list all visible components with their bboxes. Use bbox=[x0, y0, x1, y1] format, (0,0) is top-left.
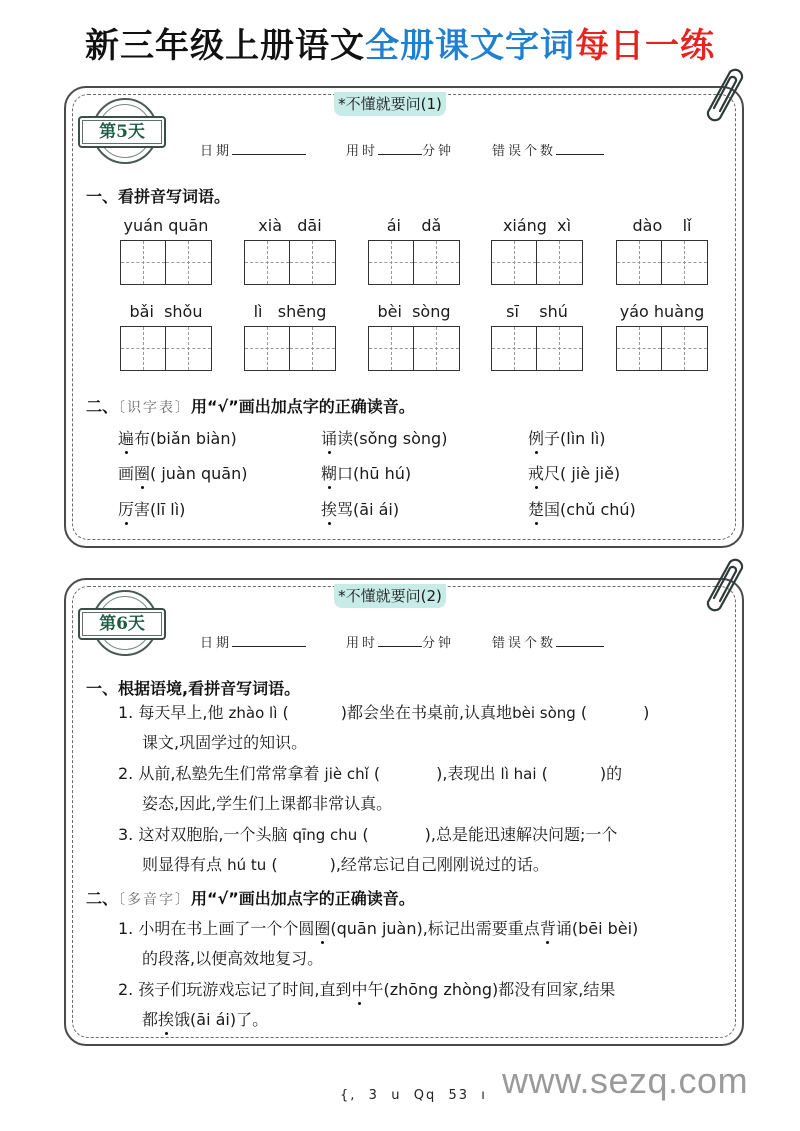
minutes-label: 分钟 bbox=[422, 144, 455, 159]
answer-open: ( bbox=[277, 703, 289, 722]
title-part-scope: 全册课文字词 bbox=[365, 26, 575, 66]
pinyin-prompt: jiè chǐ bbox=[324, 765, 369, 783]
pinyin-label: sī shú bbox=[506, 302, 568, 321]
pinyin-prompt: bèi sòng bbox=[512, 704, 576, 722]
dotted-character: 挨 bbox=[158, 1010, 175, 1029]
pinyin-prompt: hú tu bbox=[227, 856, 267, 874]
date-field[interactable] bbox=[200, 632, 306, 651]
date-label: 日期 bbox=[200, 636, 233, 651]
question-text: 2. 孩子们玩游戏忘记了时间,直到 bbox=[118, 980, 352, 999]
writing-grid[interactable] bbox=[120, 326, 212, 371]
question-line bbox=[118, 698, 649, 728]
question-line bbox=[142, 850, 549, 880]
errors-field[interactable] bbox=[492, 140, 604, 159]
day-badge-label: 第5天 bbox=[99, 122, 145, 142]
pinyin-options[interactable]: 饿(āi ái)了。 bbox=[174, 1010, 269, 1029]
writing-grid[interactable] bbox=[244, 326, 336, 371]
date-blank[interactable] bbox=[232, 634, 306, 647]
reading-choice[interactable]: 厉害(lī lì) bbox=[118, 500, 186, 519]
writing-grid[interactable] bbox=[491, 240, 583, 285]
time-blank[interactable] bbox=[378, 634, 422, 647]
pinyin-options[interactable]: (lìn lì) bbox=[560, 429, 606, 448]
page-title bbox=[0, 18, 800, 67]
time-blank[interactable] bbox=[378, 142, 422, 155]
dotted-character: 圈 bbox=[314, 919, 331, 938]
lesson-topic-tag: *不懂就要问(1) bbox=[334, 92, 446, 116]
question-line bbox=[118, 820, 617, 850]
question-text: 1. 每天早上,他 bbox=[118, 703, 229, 722]
section-category-tag: 〔多音字〕 bbox=[118, 892, 192, 908]
section-instruction: 用“√”画出加点字的正确读音。 bbox=[191, 397, 415, 416]
reading-choice[interactable]: 戒尺( jiè jiě) bbox=[528, 464, 621, 483]
dotted-character: 中 bbox=[351, 980, 368, 999]
lesson-topic-tag: *不懂就要问(2) bbox=[334, 584, 446, 608]
section1-heading: 一、看拼音写词语。 bbox=[86, 187, 231, 206]
question-line: 课文,巩固学过的知识。 bbox=[142, 733, 308, 752]
pinyin-options[interactable]: 诵(bēi bèi) bbox=[555, 919, 639, 938]
day6-card bbox=[64, 578, 744, 1046]
reading-choice[interactable]: 糊口(hū hú) bbox=[321, 464, 412, 483]
writing-grid[interactable] bbox=[616, 240, 708, 285]
pinyin-label: yuán quān bbox=[123, 216, 209, 235]
dotted-character: 背 bbox=[539, 919, 556, 938]
answer-open: ( bbox=[575, 703, 588, 722]
watermark: www.sezq.com bbox=[502, 1060, 749, 1101]
question-text: 1. 小明在书上画了一个个圆 bbox=[118, 919, 315, 938]
pinyin-label: dào lǐ bbox=[632, 216, 692, 235]
date-label: 日期 bbox=[200, 144, 233, 159]
question-line bbox=[142, 1005, 268, 1035]
title-part-grade: 新三年级上册语文 bbox=[85, 26, 365, 66]
writing-grid[interactable] bbox=[368, 326, 460, 371]
errors-blank[interactable] bbox=[556, 634, 604, 647]
question-line bbox=[118, 975, 615, 1005]
time-field[interactable] bbox=[346, 140, 454, 159]
section-number: 二、 bbox=[86, 889, 119, 908]
title-part-daily: 每日一练 bbox=[575, 26, 715, 66]
question-text: 则显得有点 bbox=[142, 855, 228, 874]
paperclip-icon bbox=[702, 552, 750, 612]
section-number: 二、 bbox=[86, 397, 119, 416]
question-text: 都 bbox=[142, 1010, 159, 1029]
pinyin-label: bèi sòng bbox=[377, 302, 451, 321]
paperclip-icon bbox=[702, 62, 750, 122]
pinyin-options[interactable]: (hū hú) bbox=[353, 464, 412, 483]
date-field[interactable] bbox=[200, 140, 306, 159]
pinyin-label: bǎi shǒu bbox=[129, 302, 203, 321]
question-text: )都会坐在书桌前,认真地 bbox=[340, 703, 513, 722]
pinyin-label: xià dāi bbox=[258, 216, 322, 235]
question-text: 3. 这对双胞胎,一个头脑 bbox=[118, 825, 293, 844]
question-line: 的段落,以便高效地复习。 bbox=[142, 949, 324, 968]
question-line bbox=[118, 759, 622, 789]
answer-open: ( bbox=[357, 825, 369, 844]
writing-grid[interactable] bbox=[491, 326, 583, 371]
errors-field[interactable] bbox=[492, 632, 604, 651]
badge-plate bbox=[78, 608, 166, 640]
errors-label: 错误个数 bbox=[492, 636, 557, 651]
day-badge bbox=[78, 586, 168, 676]
reading-choice[interactable]: 挨骂(āi ái) bbox=[321, 500, 400, 519]
errors-label: 错误个数 bbox=[492, 144, 557, 159]
pinyin-prompt: qīng chu bbox=[292, 826, 358, 844]
pinyin-options[interactable]: ( juàn quān) bbox=[150, 464, 248, 483]
day-badge-label: 第6天 bbox=[99, 614, 145, 634]
pinyin-label: lì shēng bbox=[253, 302, 327, 321]
footer-page-text: {, 3 u Qq 53 ı bbox=[340, 1088, 487, 1103]
question-text: ),总是能迅速解决问题;一个 bbox=[424, 825, 618, 844]
question-text: ),表现出 bbox=[436, 764, 501, 783]
answer-close: ) bbox=[643, 703, 650, 722]
pinyin-label: xiáng xì bbox=[502, 216, 572, 235]
pinyin-options[interactable]: (quān juàn),标记出需要重点 bbox=[330, 919, 540, 938]
badge-plate bbox=[78, 116, 166, 148]
time-label: 用时 bbox=[346, 144, 379, 159]
reading-choice[interactable]: 遍布(biǎn biàn) bbox=[118, 429, 237, 448]
answer-open: ( bbox=[368, 764, 381, 783]
answer-open: ( bbox=[536, 764, 548, 783]
day-badge bbox=[78, 94, 168, 184]
pinyin-prompt: zhào lì bbox=[228, 704, 278, 722]
pinyin-options[interactable]: (chǔ chú) bbox=[560, 500, 636, 519]
writing-grid[interactable] bbox=[368, 240, 460, 285]
reading-choice[interactable]: 诵读(sǒng sòng) bbox=[321, 429, 448, 448]
reading-choice[interactable]: 画圈( juàn quān) bbox=[118, 464, 248, 483]
section2-heading bbox=[86, 394, 415, 417]
date-blank[interactable] bbox=[232, 142, 306, 155]
errors-blank[interactable] bbox=[556, 142, 604, 155]
day5-card bbox=[64, 86, 744, 548]
question-line bbox=[118, 914, 638, 944]
answer-open: ( bbox=[266, 855, 278, 874]
question-text: ),经常忘记自己刚刚说过的话。 bbox=[329, 855, 549, 874]
pinyin-options[interactable]: (lī lì) bbox=[150, 500, 186, 519]
question-line: 姿态,因此,学生们上课都非常认真。 bbox=[142, 794, 393, 813]
pinyin-options[interactable]: ( jiè jiě) bbox=[560, 464, 621, 483]
reading-choice[interactable]: 例子(lìn lì) bbox=[528, 429, 606, 448]
pinyin-options[interactable]: 午(zhōng zhòng)都没有回家,结果 bbox=[367, 980, 616, 999]
section2-heading bbox=[86, 886, 415, 909]
pinyin-options[interactable]: (biǎn biàn) bbox=[150, 429, 237, 448]
pinyin-label: yáo huàng bbox=[619, 302, 705, 321]
pinyin-options[interactable]: (āi ái) bbox=[353, 500, 400, 519]
minutes-label: 分钟 bbox=[422, 636, 455, 651]
writing-grid[interactable] bbox=[244, 240, 336, 285]
time-label: 用时 bbox=[346, 636, 379, 651]
writing-grid[interactable] bbox=[120, 240, 212, 285]
writing-grid[interactable] bbox=[616, 326, 708, 371]
pinyin-label: ái dǎ bbox=[386, 216, 442, 235]
question-text: 2. 从前,私塾先生们常常拿着 bbox=[118, 764, 325, 783]
section1-heading: 一、根据语境,看拼音写词语。 bbox=[86, 679, 301, 698]
section-category-tag: 〔识字表〕 bbox=[118, 400, 192, 416]
question-text: )的 bbox=[599, 764, 623, 783]
reading-choice[interactable]: 楚国(chǔ chú) bbox=[528, 500, 636, 519]
pinyin-options[interactable]: (sǒng sòng) bbox=[353, 429, 448, 448]
pinyin-prompt: lì hai bbox=[500, 765, 537, 783]
time-field[interactable] bbox=[346, 632, 454, 651]
section-instruction: 用“√”画出加点字的正确读音。 bbox=[191, 889, 415, 908]
